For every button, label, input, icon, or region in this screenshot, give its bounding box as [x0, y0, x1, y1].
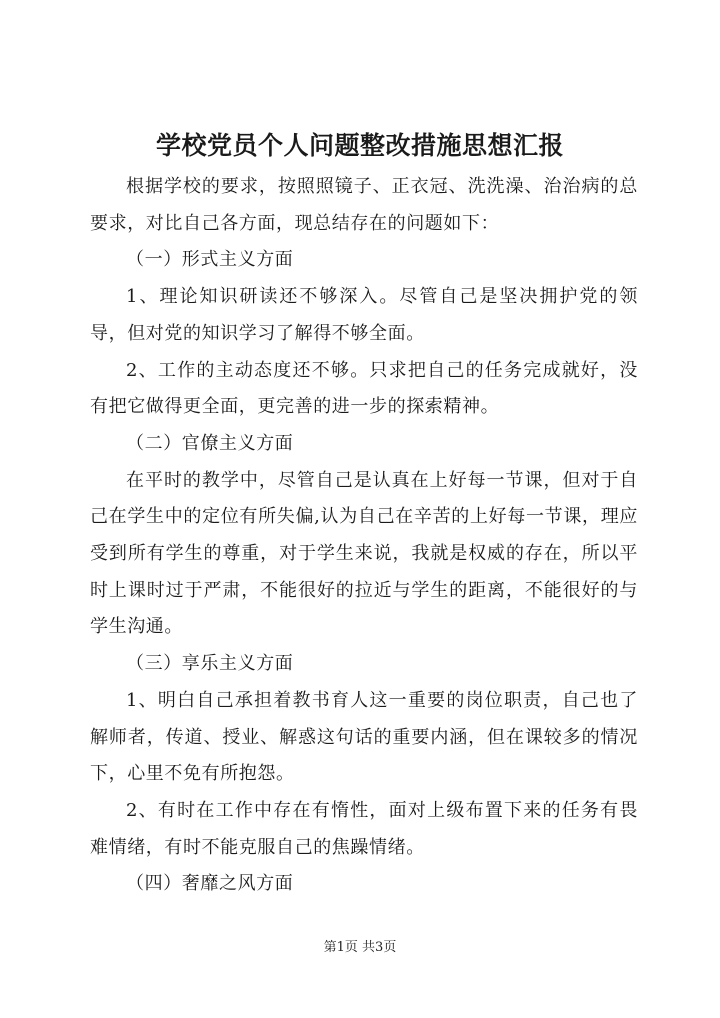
- section-heading-1: （一）形式主义方面: [126, 249, 294, 271]
- section-heading-3: （三）享乐主义方面: [126, 653, 294, 675]
- section-heading-2: （二）官僚主义方面: [126, 432, 294, 454]
- document-body: [90, 169, 638, 903]
- paragraph: 1、明白自己承担着教书育人这一重要的岗位职责，自己也了解师者，传道、授业、解惑这句话的重要内涵，但在课较多的情况下，心里不免有所抱怨。: [90, 689, 638, 785]
- section-heading-4: （四）奢靡之风方面: [126, 873, 294, 895]
- paragraph: 1、理论知识研读还不够深入。尽管自己是坚决拥护党的领导，但对党的知识学习了解得不够全面。: [90, 286, 638, 344]
- paragraph: 2、工作的主动态度还不够。只求把自己的任务完成就好，没有把它做得更全面，更完善的进一步的探索精神。: [90, 359, 638, 418]
- document-title: 学校党员个人问题整改措施思想汇报: [155, 131, 564, 160]
- paragraph: 2、有时在工作中存在有惰性，面对上级布置下来的任务有畏难情绪，有时不能克服自己的焦躁情绪。: [90, 799, 638, 858]
- page-number-footer: 第1页 共3页: [323, 940, 397, 955]
- paragraph: 在平时的教学中，尽管自己是认真在上好每一节课，但对于自己在学生中的定位有所失偏,认为自己在辛苦的上好每一节课，理应受到所有学生的尊重，对于学生来说，我就是权威的存在，所以平时上课时过于严肃，不能很好的拉近与学生的距离，不能很好的与学生沟通。: [90, 469, 638, 638]
- paragraph-intro: 根据学校的要求，按照照镜子、正衣冠、洗洗澡、治治病的总要求，对比自己各方面，现总结存在的问题如下：: [90, 176, 638, 234]
